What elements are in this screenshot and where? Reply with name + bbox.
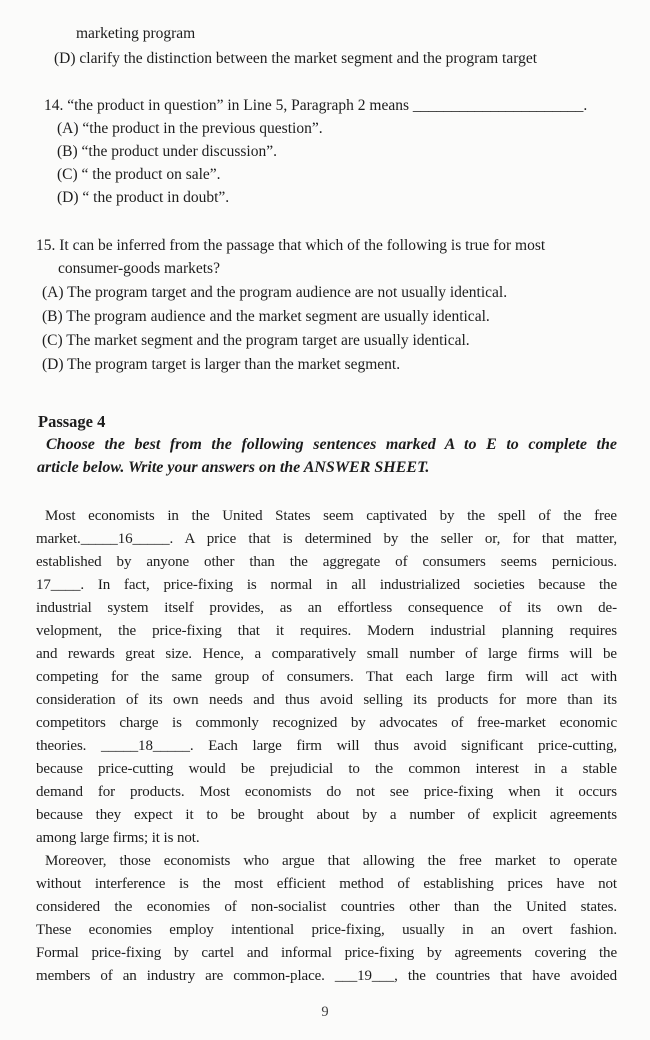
passage-paragraph-1 bbox=[0, 505, 650, 850]
page-number: 9 bbox=[321, 1004, 329, 1020]
question-14-option-a: (A) “the product in the previous question”. bbox=[57, 120, 323, 137]
paragraph-1-line: because price-cutting would be prejudicial to the common interest in a stable bbox=[36, 761, 617, 777]
paragraph-1-line: among large firms; it is not. bbox=[36, 830, 200, 846]
carryover-option-d: (D) clarify the distinction between the market segment and the program target bbox=[54, 50, 538, 67]
instruction-line-2: article below. Write your answers on the ANSWER SHEET. bbox=[37, 459, 430, 476]
paragraph-2-line: members of an industry are common-place. ___19___, the countries that have avoided bbox=[36, 968, 617, 984]
paragraph-1-line: theories. _____18_____. Each large firm will thus avoid significant price-cutting, bbox=[36, 738, 617, 754]
paragraph-2-line: Moreover, those economists who argue that allowing the free market to operate bbox=[45, 853, 617, 869]
carryover-option-block bbox=[0, 22, 650, 70]
paragraph-1-line: industrial system itself provides, as an effortless consequence of its own de- bbox=[36, 600, 617, 616]
carryover-continuation-text: marketing program bbox=[76, 25, 196, 42]
paragraph-2-line: Formal price-fixing by cartel and informal price-fixing by agreements covering the bbox=[36, 945, 617, 961]
paragraph-1-line: and rewards great size. Hence, a comparatively small number of large firms will be bbox=[36, 646, 617, 662]
question-15-option-d: (D) The program target is larger than the market segment. bbox=[42, 356, 401, 373]
paragraph-1-line: 17____. In fact, price-fixing is normal in all industrialized societies because the bbox=[36, 577, 617, 593]
paragraph-2-line: considered the economies of non-socialist countries other than the United states. bbox=[36, 899, 617, 915]
question-14-option-d: (D) “ the product in doubt”. bbox=[57, 189, 230, 206]
question-14 bbox=[0, 94, 650, 209]
paragraph-1-line: competing for the same group of consumers. That each large firm will act with bbox=[36, 669, 617, 685]
question-14-option-c: (C) “ the product on sale”. bbox=[57, 166, 221, 183]
passage-paragraph-2 bbox=[0, 850, 650, 988]
passage-4-heading: Passage 4 bbox=[38, 412, 106, 431]
paragraph-1-line: Most economists in the United States seem captivated by the spell of the free bbox=[45, 508, 617, 524]
question-15-option-c: (C) The market segment and the program target are usually identical. bbox=[42, 332, 470, 349]
paragraph-1-line: competitors charge is commonly recognized by advocates of free-market economic bbox=[36, 715, 617, 731]
paragraph-1-line: demand for products. Most economists do not see price-fixing when it occurs bbox=[36, 784, 617, 800]
question-15-option-a: (A) The program target and the program audience are not usually identical. bbox=[42, 284, 508, 301]
instruction-line-1: Choose the best from the following sentences marked A to E to complete the bbox=[46, 436, 617, 453]
paragraph-1-line: because they expect it to be brought about by a number of explicit agreements bbox=[36, 807, 617, 823]
question-15-stem-line2: consumer-goods markets? bbox=[58, 260, 220, 277]
question-14-stem: 14. “the product in question” in Line 5, Paragraph 2 means ______________________. bbox=[44, 97, 588, 114]
question-15 bbox=[0, 234, 650, 376]
passage-4-instruction bbox=[0, 433, 650, 479]
paragraph-1-line: consideration of its own needs and thus avoid selling its products for more than its bbox=[36, 692, 617, 708]
question-15-option-b: (B) The program audience and the market segment are usually identical. bbox=[42, 308, 490, 325]
paragraph-2-line: without interference is the most efficient method of establishing prices have not bbox=[36, 876, 617, 892]
paragraph-2-line: These economies employ intentional price-fixing, usually in an overt fashion. bbox=[36, 922, 617, 938]
paragraph-1-line: market._____16_____. A price that is determined by the seller or, for that matter, bbox=[36, 531, 617, 547]
question-15-stem-line1: 15. It can be inferred from the passage that which of the following is true for most bbox=[36, 237, 546, 254]
question-14-option-b: (B) “the product under discussion”. bbox=[57, 143, 277, 160]
paragraph-1-line: established by anyone other than the aggregate of consumers seems pernicious. bbox=[36, 554, 617, 570]
paragraph-1-line: velopment, the price-fixing that it requires. Modern industrial planning requires bbox=[36, 623, 617, 639]
